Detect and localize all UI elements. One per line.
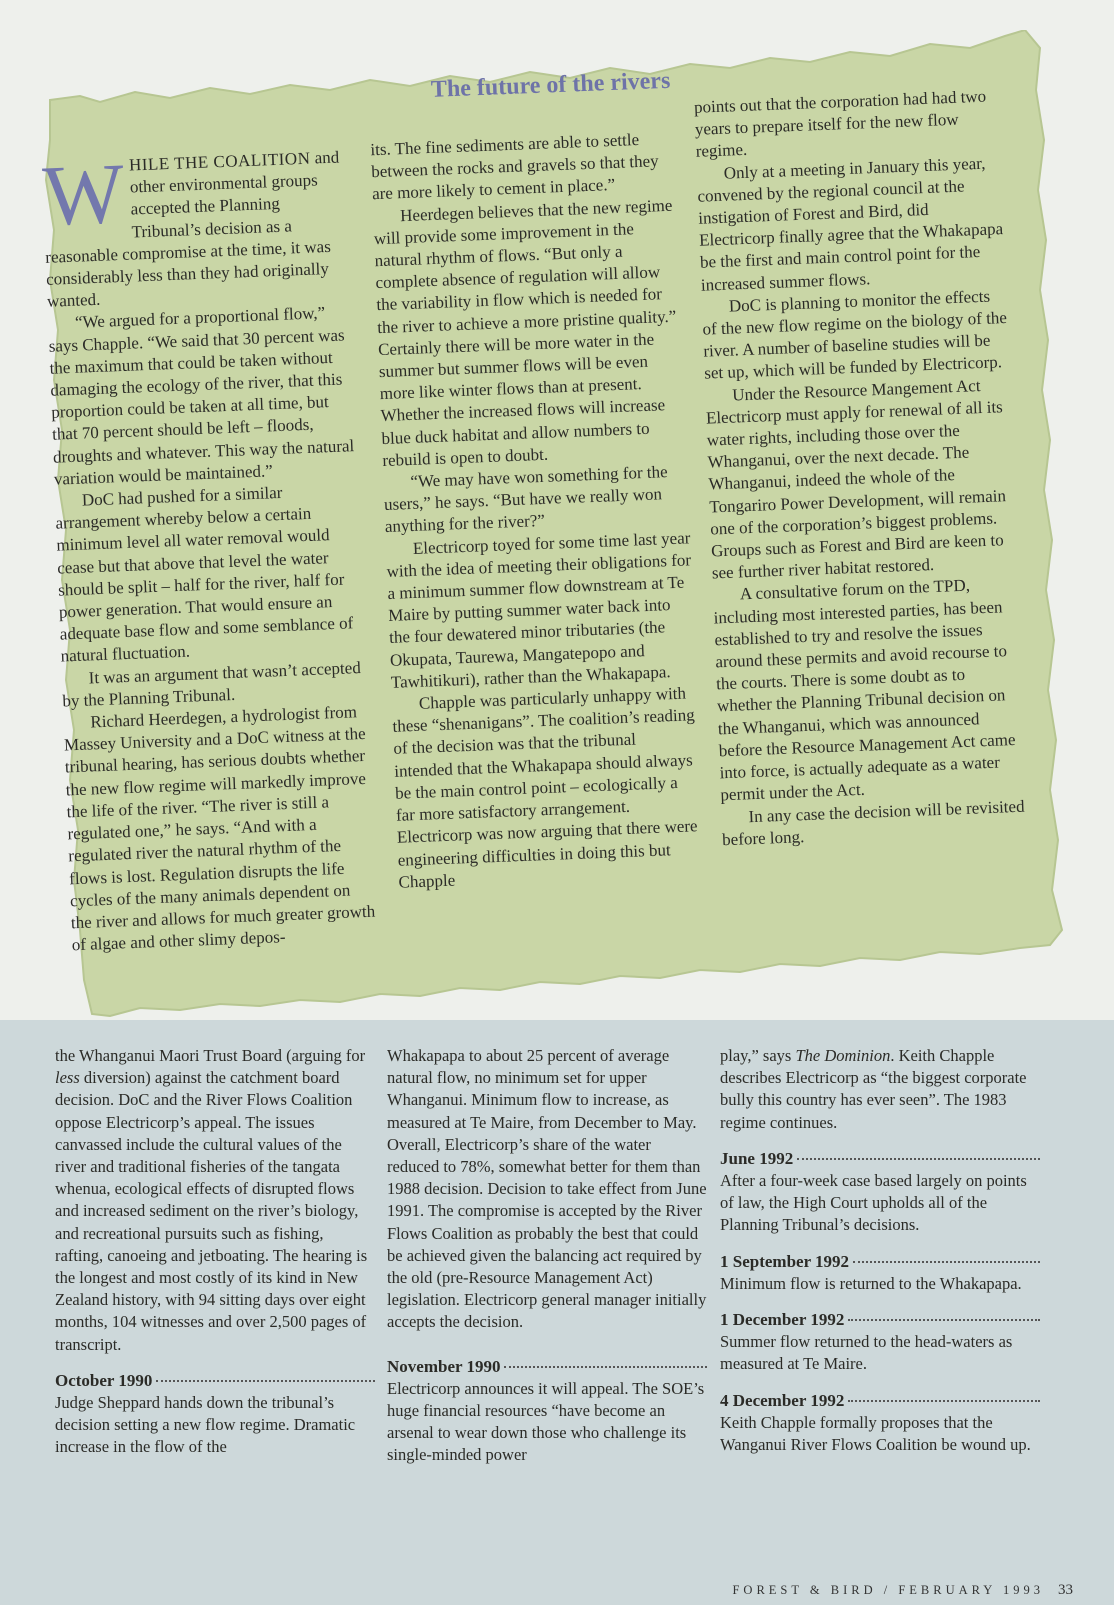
publication-line: FOREST & BIRD / FEBRUARY 1993 bbox=[732, 1583, 1044, 1597]
article-paragraph: Chapple was particularly unhappy with these “shenanigans”. The coalition’s reading of the decision was that the tribunal intended that the Whakapapa should always be the main control point – ecologically a far more satisfactory arrangement. Electricorp was now arguing that there were engineering difficulties in doing this but Chapple bbox=[392, 683, 698, 892]
drop-cap: W bbox=[41, 144, 126, 244]
article-paragraph: “We argued for a proportional flow,” says Chapple. “We said that 30 percent was the maximum that could be taken without damaging the ecology of the river, that this proportion could be taken at all time, but that 70 percent should be left – floods, droughts and whatever. This way the natural variation would be maintained.” bbox=[48, 303, 355, 489]
dot-leader bbox=[797, 1158, 1040, 1160]
article-paragraph: Electricorp toyed for some time last year with the idea of meeting their obligations for a minimum summer flow downstream at Te Maire by putting summer water back into the four dewatered minor tributaries (the Okupata, Taurewa, Mangatepopo and Tawhitikuri), rather than the Whakapapa. bbox=[386, 527, 692, 692]
timeline-entry-text: After a four-week case based largely on points of law, the High Court upholds all of the Planning Tribunal’s decisions. bbox=[720, 1171, 1027, 1235]
article-paragraph: Richard Heerdegen, a hydrologist from Massey University and a DoC witness at the tribunal hearing, has serious doubts whether the new flow regime will markedly improve the life of the river. “The river is still a regulated one,” he says. “And with a regulated river the natural rhythm of the flows is lost. Regulation disrupts the life cycles of the many animals dependent on the river and allows for much greater growth of algae and other slimy depos- bbox=[63, 702, 376, 955]
article-paragraph: It was an argument that wasn’t accepted by the Planning Tribunal. bbox=[62, 657, 362, 711]
timeline-entry-text: Summer flow returned to the head-waters as measured at Te Maire. bbox=[720, 1332, 1013, 1374]
timeline-date: November 1990 bbox=[387, 1356, 707, 1378]
article-paragraph: WHILE THE COALITION and other environmental groups accepted the Planning Tribunal’s decision as a reasonable compromise at the time, it was considerably less than they had originally wanted. bbox=[41, 144, 340, 312]
article-paragraph: DoC is planning to monitor the effects of the new flow regime on the biology of the river. A number of baseline studies will be set up, which will be funded by Electricorp. bbox=[702, 286, 1008, 384]
article-paragraph: Under the Resource Mangement Act Electricorp must apply for renewal of all its water rights, including those over the Whanganui, over the next decade. The Whanganui, indeed the whole of the Tongariro Power Development, will remain one of the corporation’s biggest problems. Groups such as Forest and Bird are keen to see further river habitat restored. bbox=[705, 375, 1007, 583]
timeline-intro: play,” says The Dominion. Keith Chapple describes Electricorp as “the biggest corporate bully this country has ever seen”. The 1983 regime continues. bbox=[720, 1046, 1027, 1132]
dot-leader bbox=[848, 1400, 1040, 1402]
timeline-entry-text: Electricorp announces it will appeal. The SOE’s huge financial resources “have become an arsenal to wear down those who challenge its single-minded power bbox=[387, 1378, 705, 1465]
dot-leader bbox=[156, 1380, 375, 1382]
article-title: The future of the rivers bbox=[430, 67, 671, 103]
article-column-3 bbox=[694, 85, 1028, 851]
timeline-column-2 bbox=[387, 1045, 707, 1467]
article-paragraph: DoC had pushed for a similar arrangement whereby below a certain minimum level all water removal would cease but that above that level the water should be split – half for the river, half for power generation. That would ensure an adequate base flow and some semblance of natural fluctuation. bbox=[55, 482, 354, 667]
timeline-date: 1 September 1992 bbox=[720, 1251, 1040, 1273]
timeline-date: 1 December 1992 bbox=[720, 1309, 1040, 1331]
timeline-entry-text: Judge Sheppard hands down the tribunal’s decision setting a new flow regime. Dramatic increase in the flow of the bbox=[55, 1393, 356, 1457]
timeline-date: 4 December 1992 bbox=[720, 1390, 1040, 1412]
lead-in: HILE THE COALITION bbox=[128, 148, 311, 175]
dot-leader bbox=[504, 1366, 707, 1368]
timeline-entry-text: Minimum flow is returned to the Whakapapa. bbox=[720, 1273, 1022, 1293]
article bbox=[21, 10, 1113, 1040]
article-paragraph: Only at a meeting in January this year, convened by the regional council at the instigation of Forest and Bird, did Electricorp finally agree that the Whakapapa be the first and main control point for the increased summer flows. bbox=[697, 153, 1004, 295]
article-paragraph: points out that the corporation had had two years to prepare itself for the new flow regime. bbox=[693, 86, 987, 162]
dot-leader bbox=[853, 1261, 1040, 1263]
article-column-1 bbox=[42, 146, 377, 956]
timeline-intro: Whakapapa to about 25 percent of average natural flow, no minimum set for upper Whanganui. Minimum flow to increase, as measured at Te Maire, from December to May. Overall, Electricorp’s share of the water reduced to 78%, somewhat better for them than 1988 decision. Decision to take effect from June 1991. The compromise is accepted by the River Flows Coalition as probably the best that could be achieved given the balancing act required by the old (pre-Resource Management Act) legislation. Electricorp general manager initially accepts the decision. bbox=[387, 1046, 707, 1332]
page-footer bbox=[0, 1582, 1073, 1599]
article-paragraph: “We may have won something for the users,” he says. “But have we really won anything for the river?” bbox=[383, 462, 668, 537]
timeline-column-3 bbox=[720, 1045, 1040, 1456]
timeline-column-1 bbox=[55, 1045, 375, 1459]
timeline-date: October 1990 bbox=[55, 1370, 375, 1392]
article-paragraph: Heerdegen believes that the new regime will provide some improvement in the natural rhythm of flows. “But only a complete absence of regulation will allow the variability in flow which is needed for the river to achieve a more pristine quality.” Certainly there will be more water in the summer but summer flows will be even more like winter flows than at present. Whether the increased flows will increase blue duck habitat and allow numbers to rebuild is open to doubt. bbox=[373, 195, 677, 470]
timeline-intro: the Whanganui Maori Trust Board (arguing for less diversion) against the catchment board decision. DoC and the River Flows Coalition oppose Electricorp’s appeal. The issues canvassed include the cultural values of the river and traditional fisheries of the tangata whenua, ecological effects of disrupted flows and increased sediment on the river’s biology, and recreational pursuits such as fishing, rafting, canoeing and jetboating. The hearing is the longest and most costly of its kind in New Zealand history, with 94 sitting days over eight months, 104 witnesses and over 2,500 pages of transcript. bbox=[55, 1046, 368, 1354]
article-column-2 bbox=[370, 128, 704, 894]
dot-leader bbox=[848, 1319, 1040, 1321]
italic-word: less bbox=[55, 1068, 80, 1088]
timeline-entry-text: Keith Chapple formally proposes that the Wanganui River Flows Coalition be wound up. bbox=[720, 1412, 1031, 1455]
page-number: 33 bbox=[1058, 1582, 1073, 1598]
article-paragraph: A consultative forum on the TPD, including most interested parties, has been established to try and resolve the issues around these permits and avoid recourse to the courts. There is some doubt as to whether the Planning Tribunal decision on the Whanganui, which was announced before the Resource Management Act came into force, is actually adequate as a water permit under the Act. bbox=[713, 576, 1016, 805]
timeline-date: June 1992 bbox=[720, 1148, 1040, 1170]
article-paragraph: In any case the decision will be revisited before long. bbox=[721, 796, 1025, 849]
article-paragraph: its. The fine sediments are able to settle between the rocks and gravels so that they are more likely to cement in place.” bbox=[370, 129, 659, 204]
